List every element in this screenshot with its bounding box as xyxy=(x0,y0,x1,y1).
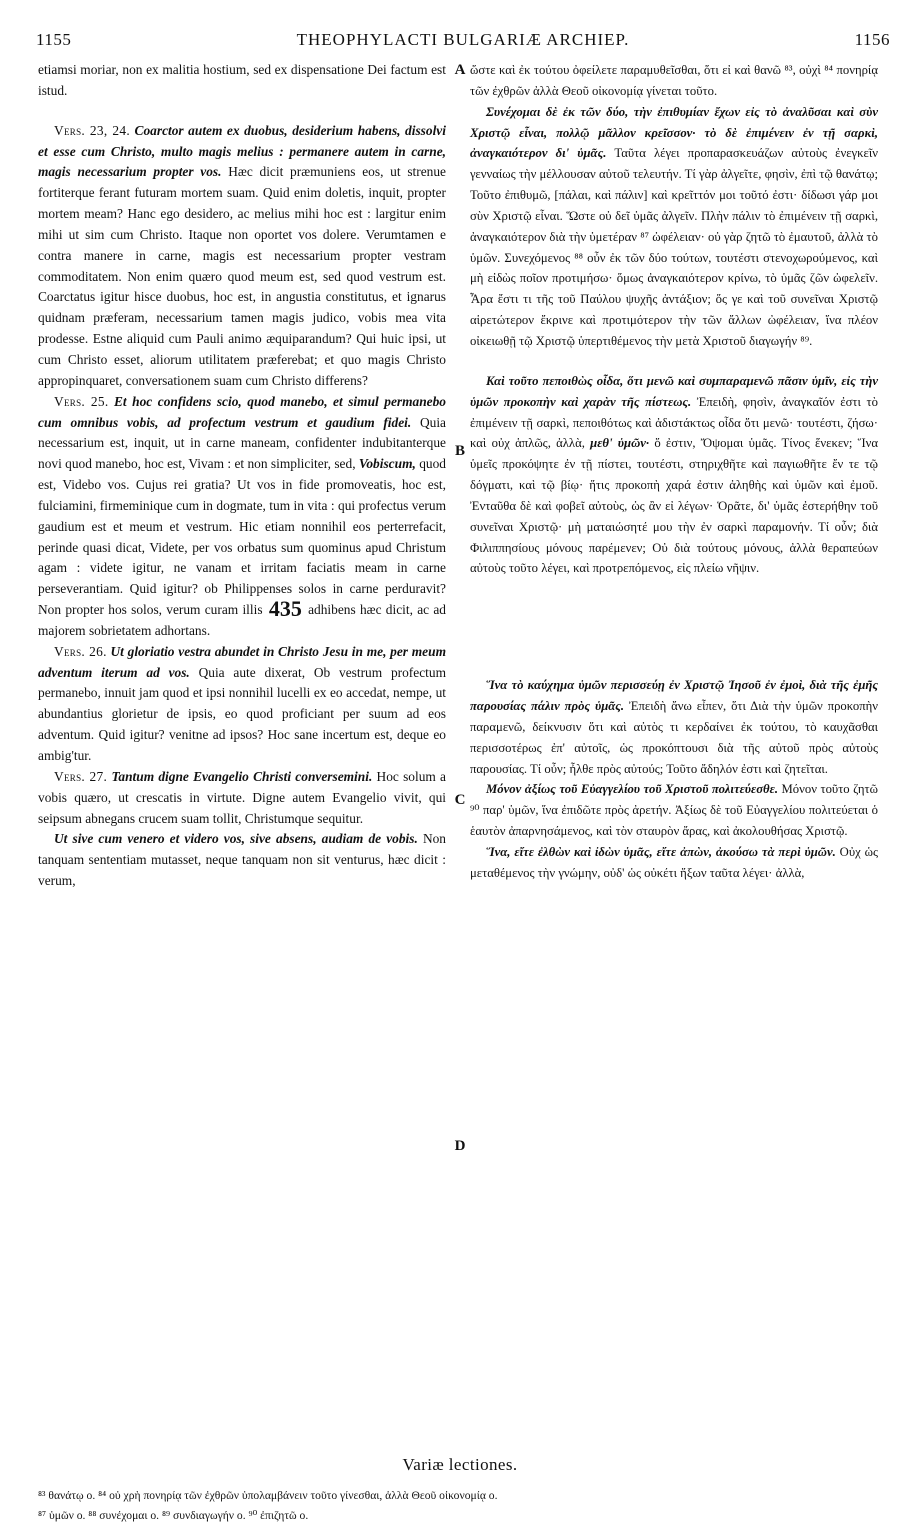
variae-lectiones-heading: Variæ lectiones. xyxy=(402,1455,518,1474)
greek-verse-27b xyxy=(470,842,878,884)
margin-marker-b: B xyxy=(454,443,465,459)
footnote-line: ⁸⁷ ὑμῶν ο. ⁸⁸ συνέχομαι ο. ⁸⁹ συνδιαγωγήν ο. ⁹⁰ ἐπιζητῶ ο. xyxy=(38,1509,309,1522)
latin-column xyxy=(38,60,446,892)
commentary-text: Ἐπειδὴ, φησὶν, ἀναγκαῖόν ἐστι τὸ ἐπιμένειν τῇ σαρκὶ, πεποιθότως καὶ ἀδιστάκτως οἶδα ὅτι μενῶ· τουτέστι, ζήσω· καὶ οὐχ ἁπλῶς, ἀλλὰ, xyxy=(470,394,878,451)
latin-verse-23 xyxy=(38,121,446,392)
greek-verse-27 xyxy=(470,779,878,842)
verse-lemma: Συνέχομαι δὲ ἐκ τῶν δύο, τὴν ἐπιθυμίαν ἔχων εἰς τὸ ἀναλῦσαι καὶ σὺν Χριστῷ εἶναι, πολλῷ μᾶλλον κρεῖσσον· τὸ δὲ ἐπιμένειν ἐν τῇ σαρκὶ, ἀναγκαιότερον δι' ὑμᾶς. xyxy=(470,104,878,161)
footnote-line: ⁸³ θανάτῳ ο. ⁸⁴ οὐ χρὴ πονηρίᾳ τῶν ἐχθρῶν ὑπολαμβάνειν τοῦτο γίνεσθαι, ἀλλὰ Θεοῦ οἰκονομίᾳ ο. xyxy=(38,1489,498,1502)
greek-column xyxy=(470,60,878,884)
commentary-text: Οὐχ ὡς μεταθέμενος τὴν γνώμην, οὐδ' ὡς οὐκέτι ἥξων ταῦτα λέγει· ἀλλὰ, xyxy=(470,845,879,880)
latin-paragraph: etiamsi moriar, non ex malitia hostium, sed ex dispensatione Dei factum est istud. xyxy=(38,62,446,98)
footnotes xyxy=(38,1486,888,1526)
commentary-text: Ταῦτα λέγει προπαρασκευάζων αὐτοὺς ἐνεγκεῖν γενναίως τὴν μέλλουσαν αὐτοῦ τελευτήν. Τί γὰρ ἀλγεῖτε, φησὶν, ἐπὶ τῷ θανάτῳ; Τοῦτο ἐπιθυμῶ, [πάλαι, καὶ πάλιν] καὶ κρεῖττόν μοι τοῦτό ἐστι· δίδωσι γάρ μοι σὺν Χριστῷ εἶναι. Ὥστε οὐ δεῖ ὑμᾶς ἀλγεῖν. Πλὴν πάλιν τὸ ἐπιμένειν τῇ σαρκὶ, ἀναγκαιότερον διὰ τὴν ὑμετέραν ⁸⁷ ὠφέλειαν· οὐ γὰρ ζητῶ τὸ ἐμαυτοῦ, ἀλλὰ τὸ ὑμῶν. Συνεχόμενος ⁸⁸ οὖν ἐκ τῶν δύο τούτων, τουτέστι στενοχωρούμενος, καὶ μὴ εἰδὼς ποῖον προτιμήσω· ὅμως ἀναγκαιότερον κρίνω, τὸ ὑμᾶς ζῶν ὠφελεῖν. Ἆρα ἔστι τι τῆς τοῦ Παύλου ψυχῆς ἀντάξιον; ὅς γε καὶ τοῦ συνεῖναι Χριστῷ αἱρετώτερον ἔκρινε καὶ προτιμότερον τὴν τῶν ἄλλων ὠφέλειαν, ἵνα πλέον οἰκειωθῇ τῷ Χριστῷ ὑπερτιθέμενος τὴν μετὰ Χριστοῦ διαγωγήν ⁸⁹. xyxy=(470,146,878,348)
commentary-text: Hoc solum a vobis quæro, ut crescatis in virtute. Digne autem Evangelio vivit, qui seipsum abnegans crucem suam tollit, Christumque sequitur. xyxy=(38,768,446,826)
latin-verse-26 xyxy=(38,642,446,767)
page-number-right: 1156 xyxy=(854,30,890,49)
verse-lemma: Ut gloriatio vestra abundet in Christo Jesu in me, per meum adventum iterum ad vos. xyxy=(38,643,446,680)
verse-lemma: Coarctor autem ex duobus, desiderium habens, dissolvi et esse cum Christo, multo magis melius : permanere autem in carne, magis necessarium propter vos. xyxy=(38,122,446,180)
greek-verse-25 xyxy=(470,371,878,579)
verse-lemma: Et hoc confidens scio, quod manebo, et simul permanebo cum omnibus vobis, ad profectum vestrum et gaudium fidei. xyxy=(38,393,446,430)
commentary-text: Μόνον τοῦτο ζητῶ ⁹⁰ παρ' ὑμῶν, ἵνα ἐπιδῶτε πρὸς ἀρετήν. Ἀξίως δὲ τοῦ Εὐαγγελίου πολιτεύεται ὁ ἑαυτὸν ἀπαρνησάμενος, καὶ τὸν σταυρὸν ἄρας, καὶ ἀκολουθήσας Χριστῷ. xyxy=(470,782,879,839)
latin-verse-27 xyxy=(38,767,446,830)
latin-verse-27b xyxy=(38,829,446,892)
commentary-text: Ἐπειδὴ ἄνω εἶπεν, ὅτι Διὰ τὴν ὑμῶν προκοπὴν παραμενῶ, δείκνυσιν ὅτι καὶ αὐτὸς τι κερδαίνει ἐκ τούτου, τὸ καυχᾶσθαι περισσοτέρως ἐπ' αὐτοῖς, ὡς προκόπτουσι διὰ τῆς αὐτοῦ πρὸς αὐτοὺς παρουσίας. Τί οὖν; ἦλθε πρὸς αὐτούς; Τοῦτο ἄδηλόν ἐστι καὶ ζητεῖται. xyxy=(470,699,879,776)
column-number: 435 xyxy=(268,596,302,622)
emphasis-word: μεθ' ὑμῶν· xyxy=(590,436,650,451)
commentary-text: Quia necessarium est, inquit, ut in carne maneam, confidenter indubitanterque novi quod manebo, hoc est, Vivam : et non simpliciter, sed, xyxy=(38,414,446,472)
verse-lemma: Μόνον ἀξίως τοῦ Εὐαγγελίου τοῦ Χριστοῦ πολιτεύεσθε. xyxy=(486,782,779,797)
commentary-text: Quia aute dixerat, Ob vestrum profectum permanebo, innuit jam quod et ipsi nonnihil lucelli ex eo accedat, nempe, ut abundantius glorietur de ipsis, eo quod proficiant per suum ad eos adventum. Quid igitur? venitne ad ipsos? Hoc sane incertum est, deque eo ambig'tur. xyxy=(38,664,446,763)
verse-lemma: Tantum digne Evangelio Christi conversemini. xyxy=(111,768,373,784)
commentary-text: adhibens hæc dicit, ac ad majorem sobrietatem adhortans. xyxy=(38,602,446,638)
greek-verse-26 xyxy=(470,675,878,779)
verse-lemma: Ἵνα, εἴτε ἐλθὼν καὶ ἰδὼν ὑμᾶς, εἴτε ἀπὼν, ἀκούσω τὰ περὶ ὑμῶν. xyxy=(486,845,836,859)
greek-verse-23 xyxy=(470,102,878,352)
greek-paragraph: ὥστε καὶ ἐκ τούτου ὀφείλετε παραμυθεῖσθαι, ὅτι εἰ καὶ θανῶ ⁸³, οὐχὶ ⁸⁴ πονηρίᾳ τῶν ἐχθρῶν ἀλλὰ Θεοῦ οἰκονομίᾳ γίνεται τοῦτο. xyxy=(470,63,878,98)
latin-verse-25 xyxy=(38,392,446,642)
verse-lemma: Ut sive cum venero et videro vos, sive absens, audiam de vobis. xyxy=(54,831,418,847)
verse-heading: Vers. 23, 24. xyxy=(54,122,130,138)
commentary-text: quod est, Videbo vos. Cujus rei gratia? Ut vos in fide promoveatis, hoc est, fulciamini, firmeminique cum in dogmate, tum in vita : qui profectus verum gaudium est et meum et vestrum. Hic etiam nonnihil eos perterrefacit, perinde quasi dicat, Videte, per vos orbatus sum quominus apud Christum agam : videte igitur, ne vanam et irritam faciatis meam in carne perseverantiam. Quid igitur? ob Philippenses solos in carne perduravit? Non propter hos solos, verum curam illis xyxy=(38,456,446,618)
margin-marker-c: C xyxy=(454,792,466,808)
verse-heading: Vers. 26. xyxy=(54,643,107,659)
margin-marker-d: D xyxy=(454,1138,466,1154)
verse-lemma: Καὶ τοῦτο πεποιθὼς οἶδα, ὅτι μενῶ καὶ συμπαραμενῶ πᾶσιν ὑμῖν, εἰς τὴν ὑμῶν προκοπὴν καὶ χαρὰν τῆς πίστεως. xyxy=(470,373,878,409)
margin-marker-a: A xyxy=(454,62,466,78)
running-title: THEOPHYLACTI BULGARIÆ ARCHIEP. xyxy=(296,30,630,49)
verse-lemma: Ἵνα τὸ καύχημα ὑμῶν περισσεύῃ ἐν Χριστῷ Ἰησοῦ ἐν ἐμοὶ, διὰ τῆς ἐμῆς παρουσίας πάλιν πρὸς ὑμᾶς. xyxy=(470,678,878,714)
running-header xyxy=(36,30,890,56)
emphasis-word: Vobiscum, xyxy=(358,456,416,472)
commentary-text: Non tanquam sententiam mutasset, neque tanquam non sit venturus, hæc dicit : verum, xyxy=(38,831,446,889)
verse-heading: Vers. 27. xyxy=(54,768,108,784)
page-number-left: 1155 xyxy=(36,30,72,49)
verse-heading: Vers. 25. xyxy=(54,393,109,409)
commentary-text: Hæc dicit præmuniens eos, ut strenue fortiterque ferant futuram mortem suam. Quid enim doletis, inquit, propter mortem meam? Hanc ego desidero, ac melius mihi hoc est : largitur enim mihi ut sim cum Christo. Itaque non oportet vos dolere. Verumtamen e contra manere in carne, magis est necessarium propter vestram commoditatem. Non enim quæro quod meum est, sed quod vestrum est. Coarctatus igitur hisce duobus, hoc est, in angustia constitutus, et ignarus quidnam præferam, necessarium tamen magis judico, vobis mea vita prodesse. Estne aliquid cum Pauli animo æquiparandum? Qui huic ipsi, ut cum Christo esset, aliorum utilitatem præferebat; et quo magis Christo appropinquaret, conversationem suam cum Christo differens? xyxy=(38,164,446,388)
commentary-text: ὅ ἐστιν, Ὄψομαι ὑμᾶς. Τίνος ἕνεκεν; Ἵνα ὑμεῖς προκόψητε ἐν τῇ πίστει, τουτέστι, στηριχθῆτε καὶ παγιωθῆτε ἔν τε τῷ δόγματι, καὶ τῷ βίῳ· ἥτις προκοπὴ χαρά ἐστιν ἀληθὴς καὶ ὑμῶν καὶ ἐμοῦ. Ἐνταῦθα δὲ καὶ φοβεῖ αὐτοὺς, ὡς ἂν εἰ λέγων· Ὁρᾶτε, δι' ὑμᾶς ἐστερήθην τοῦ συνεῖναι Χριστῷ· μὴ ματαιώσητέ μου τὴν ἐν σαρκὶ παραμονήν. Τί οὖν; διὰ Φιλιππησίους μόνους παρέμενεν; Οὐ διὰ τούτους μόνους, ἀλλὰ θεραπεύων αὐτοὺς τοῦτο λέγει, καὶ προτρεπόμενος, εἰς πλείω νῆψιν. xyxy=(470,436,879,576)
